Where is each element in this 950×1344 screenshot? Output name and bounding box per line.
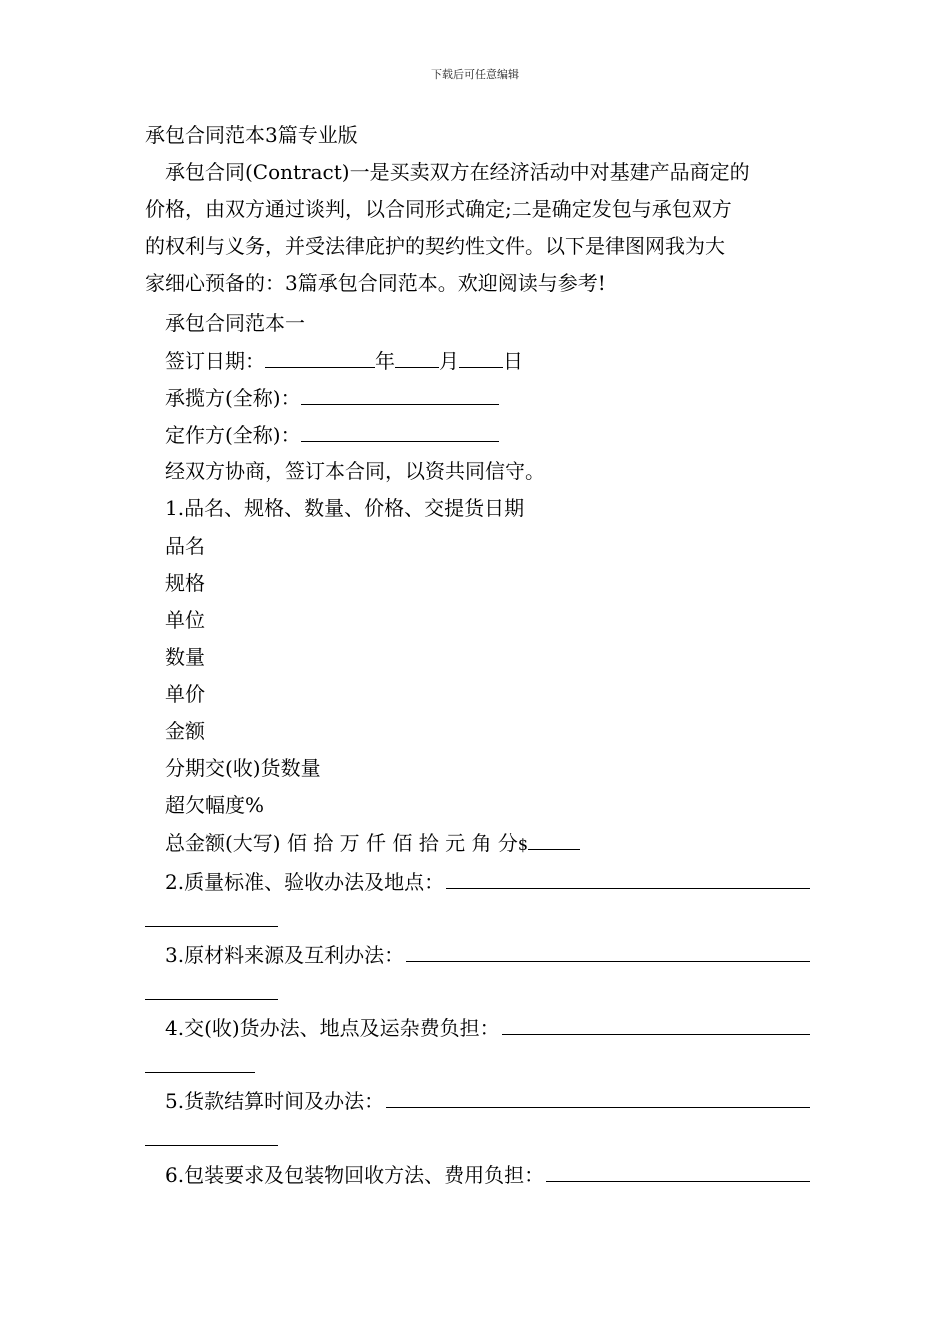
contractor-label: 承揽方(全称)： xyxy=(165,386,301,410)
month-label: 月 xyxy=(439,349,459,373)
intro-line-2: 价格，由双方通过谈判，以合同形式确定;二是确定发包与承包双方 xyxy=(145,197,732,221)
clause-5-blank xyxy=(386,1088,810,1108)
sign-date-label: 签订日期： xyxy=(165,349,265,373)
clause-4: 4.交(收)货办法、地点及运杂费负担： xyxy=(165,1016,500,1040)
field-unit: 单位 xyxy=(165,608,205,632)
clause-3: 3.原材料来源及互利办法： xyxy=(165,943,405,967)
clause-6: 6.包装要求及包装物回收方法、费用负担： xyxy=(165,1163,545,1187)
clause-5: 5.货款结算时间及办法： xyxy=(165,1089,385,1113)
clause-4-line xyxy=(165,1015,810,1040)
clause-6-line xyxy=(165,1162,810,1187)
clause-1: 1.品名、规格、数量、价格、交提货日期 xyxy=(165,496,525,520)
page-header-note: 下载后可任意编辑 xyxy=(431,68,519,81)
contractor-line xyxy=(165,385,810,410)
day-blank xyxy=(459,348,503,368)
intro-line-1: 承包合同(Contract)一是买卖双方在经济活动中对基建产品商定的 xyxy=(165,160,750,184)
total-amount-label: 总金额(大写) 佰 拾 万 仟 佰 拾 元 角 分 xyxy=(165,831,518,855)
clause-2-line xyxy=(165,869,810,894)
intro-line-4: 家细心预备的：3篇承包合同范本。欢迎阅读与参考! xyxy=(145,271,606,295)
clause-5-blank-continued xyxy=(145,1145,278,1146)
currency-symbol: $ xyxy=(517,835,529,854)
month-blank xyxy=(395,348,439,368)
total-amount-line xyxy=(165,830,810,857)
agreement-text: 经双方协商，签订本合同，以资共同信守。 xyxy=(165,459,545,483)
intro-line-3: 的权利与义务，并受法律庇护的契约性文件。以下是律图网我为大 xyxy=(145,234,725,258)
clause-3-blank-continued xyxy=(145,999,278,1000)
clause-3-line xyxy=(165,942,810,967)
year-label: 年 xyxy=(375,349,395,373)
field-product-name: 品名 xyxy=(165,534,205,558)
document-title: 承包合同范本3篇专业版 xyxy=(145,123,358,147)
field-quantity: 数量 xyxy=(165,645,205,669)
clause-5-line xyxy=(165,1088,810,1113)
field-installment-quantity: 分期交(收)货数量 xyxy=(165,756,321,780)
field-tolerance: 超欠幅度% xyxy=(165,793,265,817)
orderer-label: 定作方(全称)： xyxy=(165,423,301,447)
sign-date-blank xyxy=(265,348,375,368)
contractor-blank xyxy=(301,385,499,405)
sign-date-line xyxy=(165,348,810,373)
orderer-line xyxy=(165,422,810,447)
clause-2-blank xyxy=(446,869,810,889)
clause-4-blank-continued xyxy=(145,1072,255,1073)
field-specification: 规格 xyxy=(165,571,205,595)
field-unit-price: 单价 xyxy=(165,682,205,706)
clause-4-blank xyxy=(502,1015,810,1035)
clause-3-blank xyxy=(406,942,810,962)
clause-2-blank-continued xyxy=(145,926,278,927)
total-amount-blank xyxy=(528,830,580,850)
field-amount: 金额 xyxy=(165,719,205,743)
orderer-blank xyxy=(301,422,499,442)
clause-2: 2.质量标准、验收办法及地点： xyxy=(165,870,445,894)
day-label: 日 xyxy=(503,349,523,373)
clause-6-blank xyxy=(546,1162,810,1182)
section-title: 承包合同范本一 xyxy=(165,311,305,335)
